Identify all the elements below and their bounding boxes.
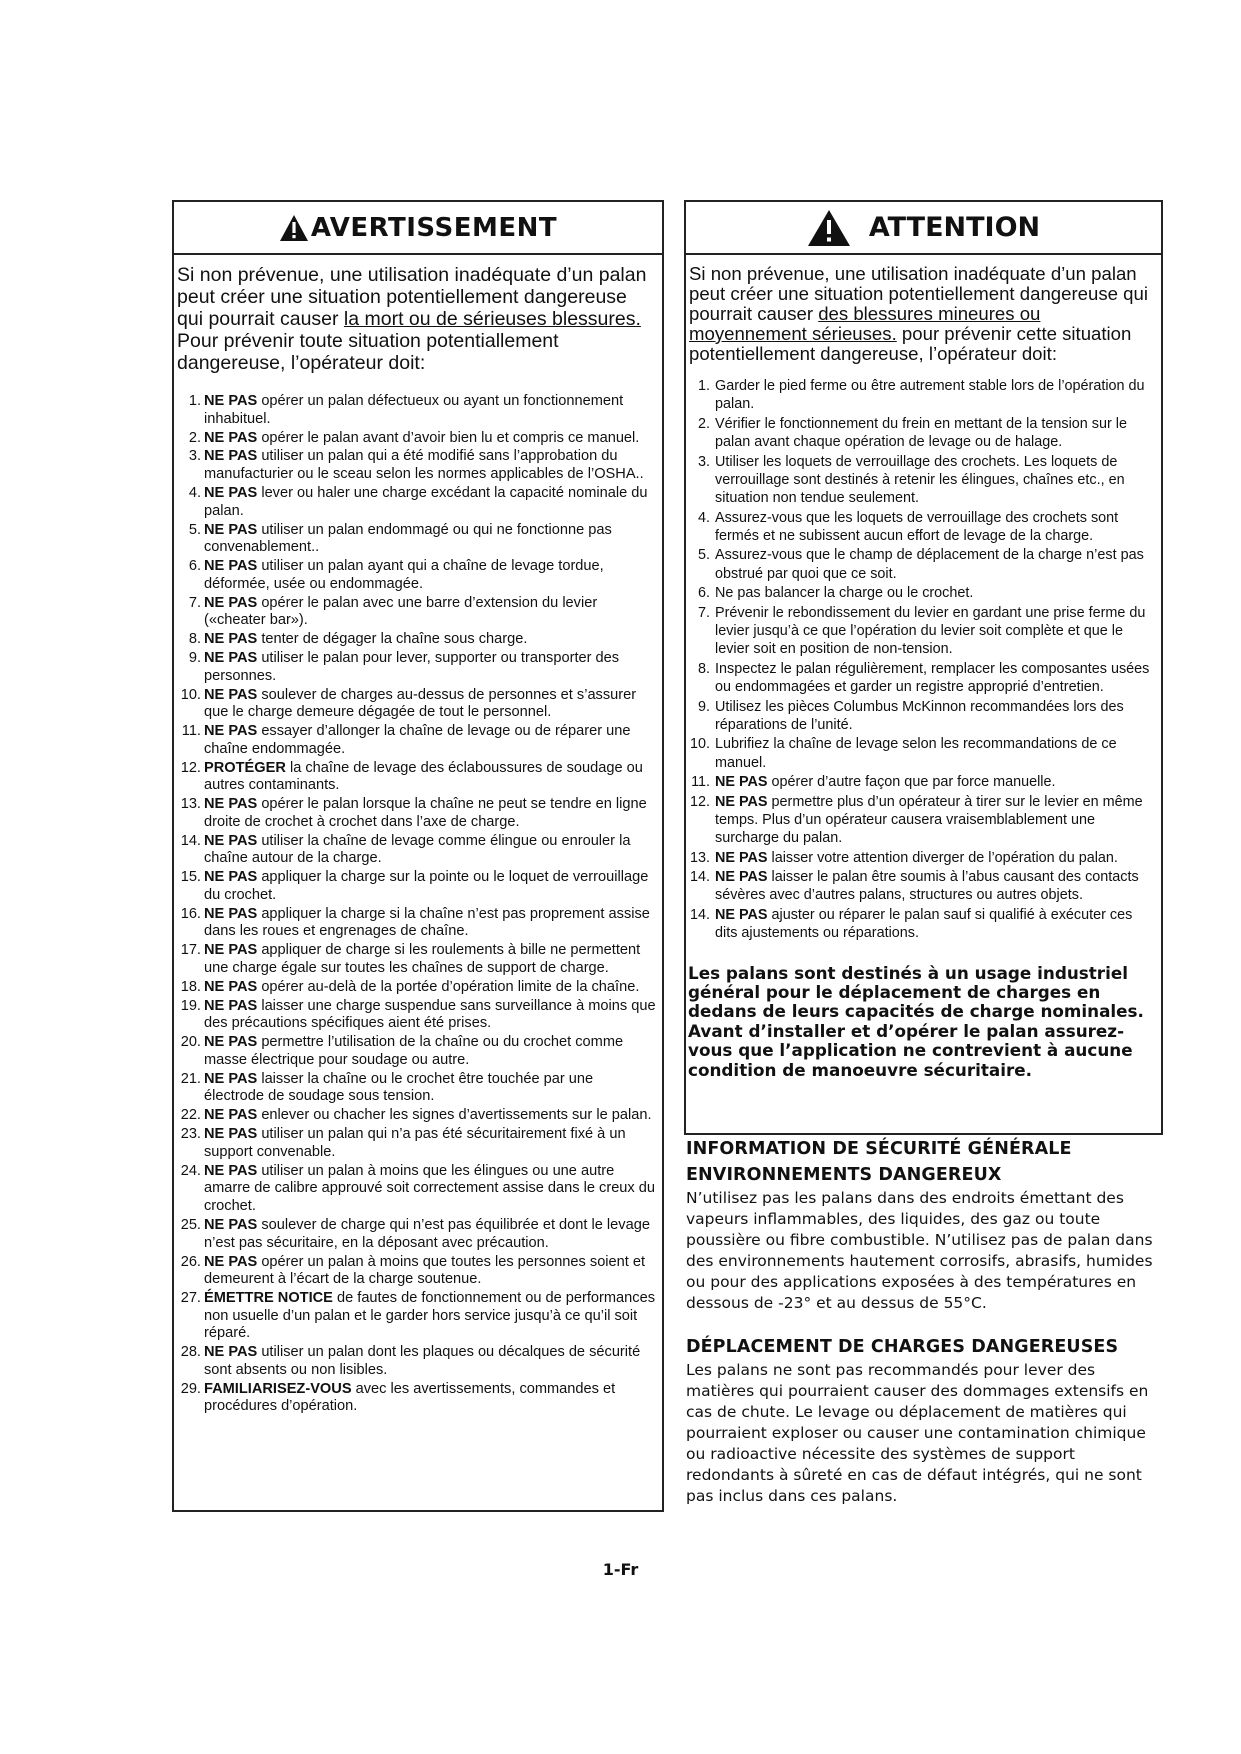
list-item [174, 1071, 662, 1106]
item-number: 4. [188, 485, 201, 501]
item-text: opérer le palan avant d’avoir bien lu et compris ce manuel. [257, 429, 640, 446]
item-number: 20. [180, 1034, 201, 1051]
list-item [686, 849, 1161, 867]
item-text: appliquer de charge si les roulements à bille ne permettent une charge égale sur toutes les chaînes de support de charge. [204, 942, 641, 976]
list-item [686, 546, 1161, 583]
item-number: 22. [180, 1107, 201, 1124]
industrial-use-note: Les palans sont destinés à un usage industriel général pour le déplacement de charges en dedans de leurs capacités de charge nominales. Avant d’installer et d’opérer le palan assurez-vous que l’application ne contrevient à aucune condition de manoeuvre sécuritaire. [688, 962, 1144, 1080]
item-text: tenter de dégager la chaîne sous charge. [257, 631, 528, 648]
item-keyword: NE PAS [204, 997, 258, 1014]
item-text: utiliser un palan dont les plaques ou décalques de sécurité sont absents ou non lisibles. [204, 1344, 641, 1378]
item-text: utiliser un palan ayant qui a chaîne de levage tordue, déformée, usée ou endommagée. [204, 558, 604, 592]
item-number: 18. [180, 978, 201, 995]
item-number: 12. [689, 793, 710, 810]
item-number: 21. [180, 1070, 201, 1087]
item-text: laisser la chaîne ou le crochet être touchée par une électrode de soudage sous tension. [204, 1070, 594, 1105]
item-text: utiliser la chaîne de levage comme élingue ou enrouler la chaîne autour de la charge. [204, 832, 631, 867]
item-number: 13. [180, 796, 201, 813]
warning-box [172, 200, 664, 1512]
item-text: utiliser un palan qui n’a pas été sécuritairement fixé à un support convenable. [204, 1126, 626, 1160]
item-keyword: NE PAS [204, 650, 258, 667]
list-item [174, 1107, 662, 1125]
warning-intro: Si non prévenue, une utilisation inadéquate d’un palan peut créer une situation potentiellement dangereuse qui pourrait causer la mort ou de sérieuses blessures. Pour prévenir toute situation potentiallement dangereuse, l’opérateur doit: [177, 264, 647, 374]
item-keyword: NE PAS [204, 723, 258, 740]
item-keyword: NE PAS [204, 978, 258, 995]
hazardous-environments-text: N’utilisez pas les palans dans des endroits émettant des vapeurs inflammables, des liquides, des gaz ou toute poussière ou fibre combustible. N’utilisez pas de palan dans des environnements hautement corrosifs, abrasifs, humides ou pour des applications exposées à des températures en dessous de -23° et au dessus de 55°C. [686, 1189, 1153, 1312]
list-item [686, 906, 1161, 943]
item-number: 14. [689, 906, 710, 923]
item-text: opérer le palan avec une barre d’extension du levier («cheater bar»). [204, 594, 598, 629]
list-item [686, 735, 1161, 772]
list-item [174, 631, 662, 649]
item-number: 8. [697, 660, 710, 677]
item-number: 1. [188, 393, 201, 409]
item-text: la chaîne de levage des éclaboussures de soudage ou autres contaminants. [204, 759, 643, 794]
list-item [686, 793, 1161, 848]
list-item [174, 558, 662, 593]
item-keyword: NE PAS [715, 849, 768, 866]
caution-title: ATTENTION [868, 212, 1041, 243]
item-number: 4. [697, 509, 710, 526]
item-text: opérer un palan défectueux ou ayant un fonctionnement inhabituel. [204, 393, 624, 427]
list-item [686, 509, 1161, 546]
item-text: Garder le pied ferme ou être autrement stable lors de l’opération du palan. [715, 378, 1145, 413]
list-item [686, 868, 1161, 905]
item-number: 14. [180, 832, 201, 849]
item-keyword: NE PAS [204, 686, 258, 703]
item-number: 5. [697, 547, 710, 564]
item-number: 25. [180, 1216, 201, 1233]
item-number: 8. [188, 631, 201, 648]
list-item [174, 650, 662, 685]
item-keyword: NE PAS [204, 796, 258, 813]
list-item [174, 430, 662, 448]
item-number: 6. [697, 585, 710, 602]
item-keyword: NE PAS [715, 774, 768, 791]
general-safety-title: INFORMATION DE SÉCURITÉ GÉNÉRALE [686, 1139, 1072, 1159]
item-number: 9. [188, 650, 201, 667]
list-item [174, 833, 662, 868]
caution-header [686, 202, 1161, 255]
item-number: 11. [691, 774, 710, 791]
warning-title: AVERTISSEMENT [310, 212, 558, 243]
item-keyword: NE PAS [204, 1216, 258, 1233]
list-item [174, 1381, 662, 1416]
warning-triangle-icon [279, 214, 309, 242]
item-text: utiliser le palan pour lever, supporter ou transporter des personnes. [204, 650, 620, 684]
page-number: 1-Fr [602, 1560, 639, 1579]
item-keyword: NE PAS [715, 793, 768, 810]
item-number: 3. [188, 448, 201, 465]
item-text: opérer d’autre façon que par force manuelle. [767, 774, 1056, 791]
list-item [686, 584, 1161, 602]
item-number: 26. [180, 1253, 201, 1270]
item-number: 13. [689, 849, 710, 866]
item-keyword: NE PAS [204, 429, 258, 446]
item-keyword: FAMILIARISEZ-VOUS [204, 1380, 352, 1397]
item-keyword: NE PAS [204, 869, 258, 886]
caution-triangle-icon [807, 209, 851, 247]
item-text: essayer d’allonger la chaîne de levage ou de réparer une chaîne endommagée. [204, 723, 631, 757]
list-item [686, 377, 1161, 414]
list-item [174, 723, 662, 758]
item-number: 17. [180, 942, 201, 959]
item-text: enlever ou chacher les signes d’avertissements sur le palan. [257, 1107, 652, 1124]
list-item [174, 906, 662, 941]
dangerous-loads-section [686, 1334, 1166, 1507]
item-text: Utiliser les loquets de verrouillage des crochets. Les loquets de verrouillage sont destinés à retenir les élingues, chaînes etc., en situation non tendue seulement. [715, 453, 1125, 507]
item-number: 12. [180, 759, 201, 776]
list-item [174, 942, 662, 977]
item-text: laisser votre attention diverger de l’opération du palan. [767, 849, 1118, 866]
item-number: 16. [180, 905, 201, 922]
list-item [174, 1034, 662, 1069]
item-text: opérer le palan lorsque la chaîne ne peut se tendre en ligne droite de crochet à crochet dans l’axe de charge. [204, 796, 647, 830]
item-text: ajuster ou réparer le palan sauf si qualifié à exécuter ces dits ajustements ou réparations. [715, 906, 1133, 942]
item-text: lever ou haler une charge excédant la capacité nominale du palan. [204, 485, 648, 519]
item-keyword: NE PAS [204, 631, 258, 648]
item-keyword: NE PAS [204, 1034, 258, 1051]
list-item [174, 979, 662, 997]
list-item [686, 453, 1161, 508]
item-keyword: NE PAS [204, 1162, 258, 1179]
item-keyword: NE PAS [204, 485, 258, 501]
item-keyword: NE PAS [204, 832, 258, 849]
dangerous-loads-title: DÉPLACEMENT DE CHARGES DANGEREUSES [686, 1337, 1119, 1357]
item-text: Vérifier le fonctionnement du frein en mettant de la tension sur le palan avant chaque opération de levage ou de halage. [715, 415, 1127, 451]
dangerous-loads-text: Les palans ne sont pas recommandés pour lever des matières qui pourraient causer des dommages extensifs en cas de chute. Le levage ou déplacement de matières qui pourraient exploser ou causer une contamination chimique ou radioactive nécessite des systèmes de support redondants à sûreté en cas de défaut intégrés, qui ne sont pas inclus dans ces palans. [686, 1361, 1149, 1505]
list-item [174, 760, 662, 795]
item-number: 5. [188, 521, 201, 538]
item-text: utiliser un palan à moins que les élingues ou une autre amarre de calibre approuvé soit correctement assise dans le creux du crochet. [204, 1162, 656, 1215]
item-text: laisser une charge suspendue sans surveillance à moins que des précautions spécifiques aient été prises. [204, 997, 656, 1032]
list-item [174, 1254, 662, 1289]
item-keyword: ÉMETTRE NOTICE [204, 1290, 333, 1307]
list-item [174, 1290, 662, 1343]
item-text: permettre plus d’un opérateur à tirer sur le levier en même temps. Plus d’un opérateur causera vraisemblablement une surcharge du palan. [715, 793, 1143, 847]
item-number: 27. [180, 1290, 201, 1307]
item-number: 24. [180, 1162, 201, 1179]
item-text: de fautes de fonctionnement ou de performances non usuelle d’un palan et le garder hors service jusqu’à ce qu’il soit réparé. [204, 1290, 656, 1342]
item-text: Lubrifiez la chaîne de levage selon les recommandations de ce manuel. [715, 736, 1117, 771]
item-keyword: PROTÉGER [204, 759, 286, 776]
item-keyword: NE PAS [204, 448, 258, 465]
hazardous-environments-title: ENVIRONNEMENTS DANGEREUX [686, 1165, 1002, 1185]
item-text: appliquer la charge si la chaîne n’est pas proprement assise dans les roues et engrenages de chaîne. [204, 905, 650, 940]
list-item [174, 1126, 662, 1161]
caution-intro: Si non prévenue, une utilisation inadéquate d’un palan peut créer une situation potentiellement dangereuse qui pourrait causer des blessures mineures ou moyennement sérieuses. pour prévenir cette situation potentiellement dangereuse, l’opérateur doit: [689, 263, 1148, 364]
item-number: 23. [180, 1126, 201, 1143]
item-keyword: NE PAS [204, 521, 258, 538]
item-text: avec les avertissements, commandes et procédures d’opération. [204, 1380, 616, 1415]
item-number: 28. [180, 1344, 201, 1361]
item-text: permettre l’utilisation de la chaîne ou du crochet comme masse électrique pour soudage ou autre. [204, 1034, 624, 1068]
list-item [174, 1217, 662, 1252]
item-keyword: NE PAS [715, 906, 768, 923]
item-number: 14. [689, 869, 710, 886]
item-number: 7. [188, 594, 201, 611]
list-item [174, 393, 662, 428]
item-number: 10. [689, 736, 710, 753]
caution-box [684, 200, 1163, 1135]
item-number: 2. [697, 415, 710, 432]
item-text: Assurez-vous que le champ de déplacement de la charge n’est pas obstrué par quoi que ce soit. [715, 547, 1144, 582]
item-number: 11. [181, 723, 201, 740]
item-number: 7. [697, 604, 710, 621]
item-keyword: NE PAS [204, 558, 258, 575]
list-item [174, 522, 662, 557]
list-item [174, 1344, 662, 1379]
item-number: 19. [180, 997, 201, 1014]
item-keyword: NE PAS [204, 942, 258, 959]
caution-list [686, 377, 1161, 943]
item-text: utiliser un palan endommagé ou qui ne fonctionne pas convenablement.. [204, 521, 612, 556]
item-keyword: NE PAS [204, 1253, 258, 1270]
item-keyword: NE PAS [204, 594, 258, 611]
item-keyword: NE PAS [204, 1126, 258, 1143]
item-text: Assurez-vous que les loquets de verrouillage des crochets sont fermés et ne subissent aucun effort de levage de la charge. [715, 509, 1119, 544]
item-text: opérer au-delà de la portée d’opération limite de la chaîne. [257, 978, 640, 995]
item-text: soulever de charge qui n’est pas équilibrée et dont le levage n’est pas sécuritaire, en la déposant avec précaution. [204, 1216, 650, 1251]
item-number: 1. [697, 378, 710, 394]
list-item [686, 660, 1161, 697]
item-keyword: NE PAS [715, 869, 768, 886]
list-item [174, 448, 662, 483]
item-text: Prévenir le rebondissement du levier en gardant une prise ferme du levier jusqu’à ce que l’opération du levier soit complète et que le levier soit en position de non-tension. [715, 604, 1146, 658]
item-number: 9. [697, 698, 710, 715]
list-item [686, 773, 1161, 791]
item-text: appliquer la charge sur la pointe ou le loquet de verrouillage du crochet. [204, 869, 649, 903]
item-keyword: NE PAS [204, 1344, 258, 1361]
item-text: Utilisez les pièces Columbus McKinnon recommandées lors des réparations de l’unité. [715, 698, 1124, 733]
list-item [686, 604, 1161, 659]
warning-list [174, 393, 662, 1416]
list-item [174, 998, 662, 1033]
item-keyword: NE PAS [204, 1107, 258, 1124]
item-number: 15. [180, 869, 201, 886]
list-item [174, 1163, 662, 1216]
list-item [686, 698, 1161, 735]
general-safety-section [686, 1136, 1166, 1314]
list-item [174, 796, 662, 831]
list-item [174, 687, 662, 722]
list-item [174, 595, 662, 630]
item-text: utiliser un palan qui a été modifié sans l’approbation du manufacturier ou le sceau selon les normes applicables de l’OSHA.. [204, 448, 644, 483]
item-text: Ne pas balancer la charge ou le crochet. [715, 585, 974, 602]
item-number: 6. [188, 558, 201, 575]
item-number: 2. [188, 429, 201, 446]
list-item [174, 485, 662, 520]
item-number: 10. [180, 686, 201, 703]
warning-header [174, 202, 662, 255]
item-keyword: NE PAS [204, 393, 258, 409]
list-item [686, 415, 1161, 452]
item-number: 3. [697, 453, 710, 470]
item-text: soulever de charges au-dessus de personnes et s’assurer que le charge demeure dégagée de tout le personnel. [204, 686, 637, 721]
item-text: Inspectez le palan régulièrement, remplacer les composantes usées ou endommagées et garder un registre approprié d’entretien. [715, 660, 1150, 696]
list-item [174, 869, 662, 904]
item-keyword: NE PAS [204, 1070, 258, 1087]
item-number: 29. [180, 1380, 201, 1397]
item-text: opérer un palan à moins que toutes les personnes soient et demeurent à l’écart de la charge soutenue. [204, 1253, 646, 1288]
item-keyword: NE PAS [204, 905, 258, 922]
item-text: laisser le palan être soumis à l’abus causant des contacts sévères avec d’autres palans, structures ou autres objets. [715, 869, 1139, 904]
